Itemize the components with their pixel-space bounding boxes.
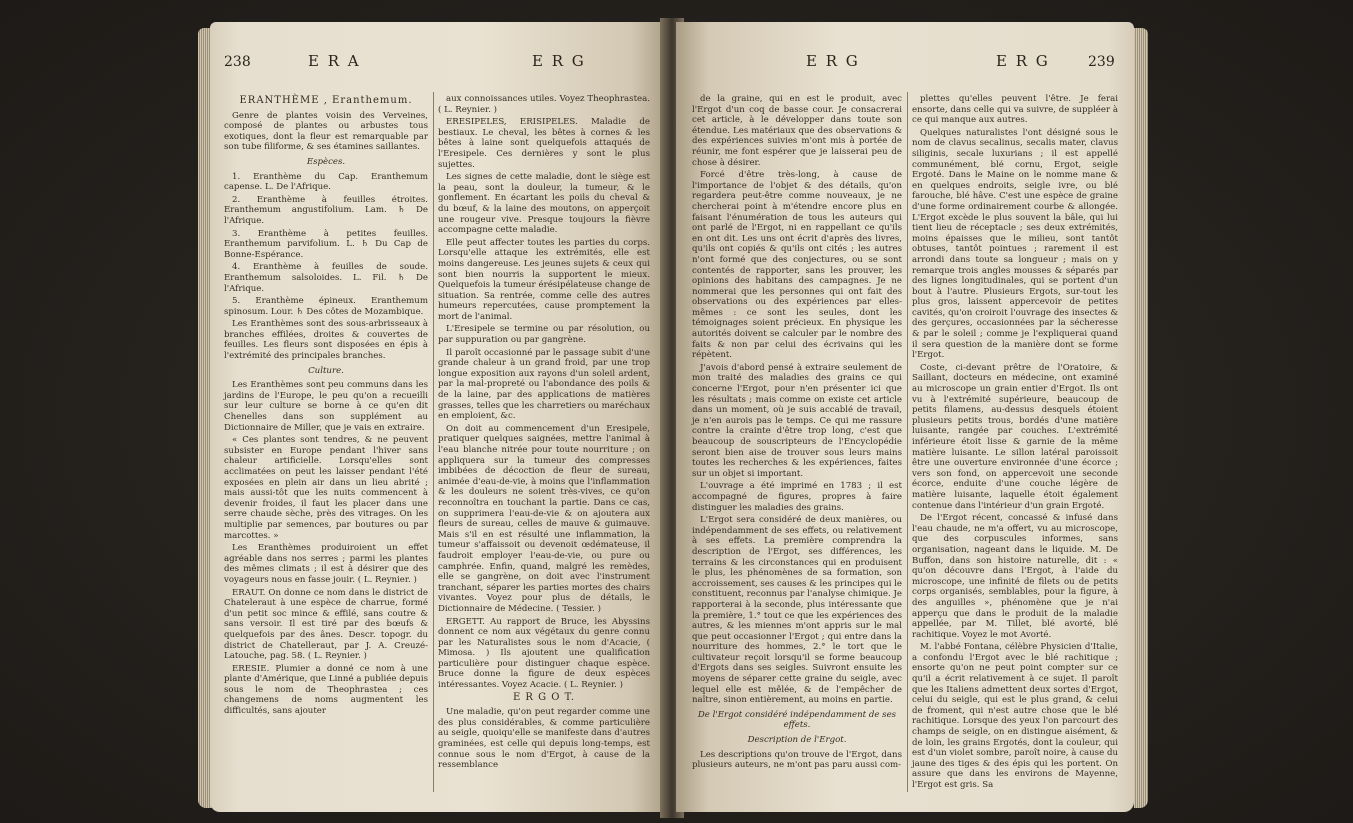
- paragraph: « Ces plantes sont tendres, & ne peuvent subsister en Europe pendant l'hiver sans chaleur artificielle. Lorsqu'elles sont acclimatées on peut les laisser pendant l'été exposées en plein air dans un lieu abrité ; mais aussi-tôt que les nuits commencent à devenir froides, il faut les placer dans une serre chaude sèche, près des vitrages. On les multiplie par semences, par boutures ou par marcottes. »: [224, 435, 428, 541]
- paragraph: L'Ergot sera considéré de deux manières, ou indépendamment de ses effets, ou relativement à ses effets. La première comprendra la description de l'Ergot, ses différences, les terrains & les circonstances qui en produisent le plus, les phénomènes de sa formation, son accroissement, ses causes & les principes qui le constituent, reconnus par l'analyse chimique. Je rapporterai à la seconde, plus intéressante que la première, 1.° tout ce que les expériences des autres, & les miennes m'ont appris sur le mal que peut occasionner l'Ergot ; qui entre dans la nourriture des hommes, 2.° le tort que le cultivateur reçoit lorsqu'il se forme beaucoup d'Ergots dans ses seigles. Suivront ensuite les moyens de séparer cette graine du seigle, avec lequel elle est mêlée, & de l'empêcher de naître, sinon entièrement, au moins en partie.: [692, 515, 903, 706]
- paragraph: L'ouvrage a été imprimé en 1783 ; il est accompagné de figures, propres à faire distinguer les maladies des grains.: [692, 481, 902, 513]
- paragraph: 5. Eranthème épineux. Eranthemum spinosum. Lour. ♄ Des côtes de Mozambique.: [224, 296, 428, 317]
- paragraph: Quelques naturalistes l'ont désigné sous le nom de clavus secalinus, secalis mater, clavus siliginis, secale luxurians ; il est appellé communément, blé cornu, Ergot, seigle Ergoté. Dans le Maine on le nomme mane & en quelques endroits, seigle ivre, ou blé farouche, blé hâve. C'est une espèce de graine d'une forme ordinairement courbe & allongée. L'Ergot excède le plus souvent la bâle, qui lui tient lieu de réceptacle ; ses deux extrémités, moins épaisses que le milieu, sont tantôt obtuses, tantôt pointues ; rarement il est arrondi dans toute sa longueur ; mais on y remarque trois angles mousses & séparés par des lignes longitudinales, qui se portent d'un bout à l'autre. Plusieurs Ergots, sur-tout les plus gros, laissent appercevoir de petites cavités, qu'on croiroit l'ouvrage des insectes & des gerçures, occasionnées par la sécheresse & par le soleil ; comme je l'expliquerai quand il sera question de la manière dont se forme l'Ergot.: [912, 127, 1118, 361]
- paragraph: Les Eranthèmes sont des sous-arbrisseaux à branches effilées, droites & couvertes de feuilles. Les fleurs sont disposées en épis à l'extrémité des principales branches.: [224, 319, 428, 362]
- paragraph: Forcé d'être très-long, à cause de l'importance de l'objet & des détails, qu'on regardera peut-être comme nouveaux, je ne chercherai point à m'étendre encore plus en faisant l'énumération de tous les auteurs qui ont parlé de l'Ergot, ni en rappellant ce qu'ils en ont dit. Les uns ont écrit d'après des livres, qu'ils ont copiés & qu'ils ont cités ; les autres n'ont formé que des conjectures, ou se sont contentés de rapporter, sans les prouver, les opinions des habitans des campagnes. Je ne nommerai que les personnes qui ont fait des observations ou des expériences par elles-mêmes : ce sont les seules, dont les témoignages soient précieux. En physique les autorités doivent se calculer par le nombre des faits & non par celui des écrivains qui les répètent.: [692, 170, 902, 361]
- paragraph: 1. Eranthème du Cap. Eranthemum capense. L. De l'Afrique.: [224, 171, 428, 193]
- paragraph: ERGETT. Au rapport de Bruce, les Abyssins donnent ce nom aux végétaux du genre connu par les Naturalistes sous le nom d'Acacie, ( Mimosa. ) Ils ajoutent une qualification particulière pour distinguer chaque espèce. Bruce donne la figure de deux espèces intéressantes. Voyez Acacie. ( L. Reynier. ): [438, 616, 650, 691]
- paragraph: aux connoissances utiles. Voyez Theophrastea. ( L. Reynier. ): [438, 94, 650, 115]
- paragraph: ERESIE. Plumier a donné ce nom à une plante d'Amérique, que Linné a publiée depuis sous le nom de Theophrastea ; ces changemens de noms augmentent les difficultés, sans ajouter: [224, 663, 428, 717]
- left-running-head: E R A: [308, 52, 361, 70]
- left-column-2: [438, 94, 650, 773]
- right-running-head-left: E R G: [806, 52, 860, 70]
- right-page-edges: [1134, 28, 1148, 808]
- paragraph: Elle peut affecter toutes les parties du corps. Lorsqu'elle attaque les extrémités, elle est moins dangereuse. Les jeunes sujets & ceux qui sont bien nourris la supportent le mieux. Quelquefois la tumeur érésipélateuse change de situation. Sa rentrée, comme celle des autres humeurs repercutées, cause promptement la mort de l'animal.: [438, 237, 650, 322]
- left-page-number: 238: [224, 54, 251, 70]
- article-heading: ERANTHÈME , Eranthemum.: [239, 95, 413, 106]
- paragraph: Coste, ci-devant prêtre de l'Oratoire, & Saillant, docteurs en médecine, ont examiné au microscope un grain entier d'Ergot. Ils ont vu à l'extrémité supérieure, beaucoup de petits filamens, au-dessus desquels étoient plusieurs petits trous, bordés d'une matière luisante, rangée par couches. L'extrémité inférieure étoit lisse & garnie de la même matière luisante. Le sillon latéral paroissoit être une ouverture environnée d'une écorce ; vers son fond, on appercevoit une seconde écorce, enduite d'une couche légère de matière luisante, laquelle étoit également contenue dans l'intérieur d'un grain Ergoté.: [912, 362, 1118, 511]
- paragraph: Les descriptions qu'on trouve de l'Ergot, dans plusieurs auteurs, ne m'ont pas paru aussi com-: [692, 749, 902, 771]
- article-heading: E R G O T.: [512, 691, 576, 703]
- section-heading: De l'Ergot considéré indépendamment de ses effets.: [697, 709, 897, 731]
- paragraph: Les Eranthèmes produiroient un effet agréable dans nos serres ; parmi les plantes des mêmes climats ; il est à désirer que des voyageurs nous en fasse jouir. ( L. Reynier. ): [224, 543, 428, 585]
- paragraph: M. l'abbé Fontana, célèbre Physicien d'Italie, a confondu l'Ergot avec le blé rachitique ; ensorte qu'on ne peut point compter sur ce qu'il a écrit relativement à ce sujet. Il paroît que les Italiens admettent deux sortes d'Ergot, celui du seigle, qui est le plus grand, & celui de froment, qui n'est autre chose que le blé rachitique. Lorsque des yeux l'on parcourt des champs de seigle, on en distingue aisément, & de loin, les grains Ergotés, dont la couleur, qui est d'un violet sombre, paroît noire, à cause du jaune des tiges & des épis qui les portent. On assure que dans les environs de Mayenne, l'Ergot est gris. Sa: [912, 642, 1118, 790]
- left-column-1: [224, 94, 428, 719]
- right-page-number: 239: [1088, 54, 1115, 70]
- paragraph: de la graine, qui en est le produit, avec l'Ergot d'un coq de basse cour. Je consacrerai cet article, à le développer dans toute son étendue. Les matériaux que des observations & des expériences suivies m'ont mis à portée de réunir, me font espérer que je laisserai peu de chose à désirer.: [692, 94, 902, 168]
- paragraph: Les Eranthèmes sont peu communs dans les jardins de l'Europe, le peu qu'on a recueilli sur leur culture se borne à ce qu'en dit Chenelles dans son supplément au Dictionnaire de Miller, que je vais en extraire.: [224, 380, 428, 433]
- paragraph: ERESIPELES, ERISIPELES. Maladie de bestiaux. Le cheval, les bêtes à cornes & les bêtes à laine sont quelquefois attaqués de l'Eresipele. Ces dernières y sont le plus sujettes.: [438, 117, 650, 170]
- right-column-2: [912, 94, 1118, 793]
- paragraph: ERAUT. On donne ce nom dans le district de Chateleraut à une espèce de charrue, formé d'un petit soc mince & effilé, sans coutre & sans versoir. Il est tiré par des bœufs & quelquefois par des ânes. Descr. topogr. du district de Chatelleraut, par J. A. Creuzé-Latouche, pag. 58. ( L. Reynier. ): [224, 587, 428, 662]
- column-rule: [433, 92, 434, 792]
- right-page: [676, 22, 1134, 812]
- paragraph: 3. Eranthème à petites feuilles. Eranthemum parvifolium. L. ♄ Du Cap de Bonne-Espérance.: [224, 228, 428, 260]
- paragraph: 2. Eranthème à feuilles étroites. Eranthemum angustifolium. Lam. ♄ De l'Afrique.: [224, 194, 428, 226]
- paragraph: Les signes de cette maladie, dont le siège est la peau, sont la douleur, la tumeur, & le gonflement. En écartant les poils du cheval & du bœuf, & la laine des moutons, on apperçoit une rougeur vive. Presque toujours la fièvre accompagne cette maladie.: [438, 172, 650, 236]
- paragraph: Une maladie, qu'on peut regarder comme une des plus considérables, & comme particulière au seigle, quoiqu'elle se manifeste dans d'autres graminées, est celle qui depuis long-temps, est connue sous le nom d'Ergot, à cause de la ressemblance: [438, 707, 650, 771]
- paragraph: L'Eresipele se termine ou par résolution, ou par suppuration ou par gangrène.: [438, 324, 650, 346]
- paragraph: 4. Eranthème à feuilles de soude. Eranthemum salsoloides. L. Fil. ♄ De l'Afrique.: [224, 262, 428, 294]
- paragraph: J'avois d'abord pensé à extraire seulement de mon traité des maladies des grains ce qui concerne l'Ergot, pour n'en présenter ici que les résultats ; mais comme on existe cet article dans un moment, où je suis accablé de travail, je n'en aurois pas le temps. Ce qui me rassure contre la crainte d'être trop long, c'est que beaucoup de souscripteurs de l'Encyclopédie seront bien aise de trouver sous leurs mains toutes les recherches & les expériences, faites sur un objet si important.: [692, 362, 902, 479]
- paragraph: De l'Ergot récent, concassé & infusé dans l'eau chaude, ne m'a offert, vu au microscope, que des corpuscules informes, sans organisation, nageant dans le liquide. M. De Buffon, dans son histoire naturelle, dit : « qu'on découvre dans l'Ergot, à l'aide du microscope, une infinité de filets ou de petits corps organisés, semblables, pour la figure, à des anguilles », phénomène que je n'ai apperçu que dans le produit de la maladie appellée, par M. Tillet, blé avorté, blé rachitique. Voyez le mot Avorté.: [912, 513, 1118, 640]
- paragraph: On doit au commencement d'un Eresipele, pratiquer quelques saignées, mettre l'animal à l'eau blanche nitrée pour toute nourriture ; on appliquera sur la tumeur des compresses imbibées de décoction de fleur de sureau, animée d'eau-de-vie, à moins que l'inflammation & les douleurs ne soient très-vives, ce qu'on reconnoîtra en touchant la partie. Dans ce cas, on supprimera l'eau-de-vie & on ajoutera aux fleurs de sureau, celles de mauve & guimauve. Mais s'il en est résulté une inflammation, la tumeur s'affaissoit ou devenoit œdémateuse, il faudroit employer l'eau-de-vie, ou pure ou camphrée. Enfin, quand, malgré les remèdes, elle se gangrène, on doit avec l'instrument tranchant, séparer les parties mortes des chairs vivantes. Voyez pour plus de détails, le Dictionnaire de Médecine. ( Tessier. ): [438, 423, 650, 614]
- left-column-head: E R G: [532, 52, 586, 70]
- section-heading: Description de l'Ergot.: [747, 735, 847, 746]
- column-rule: [907, 92, 908, 792]
- left-page: [210, 22, 668, 812]
- paragraph: Il paroît occasionné par le passage subit d'une grande chaleur à un grand froid, par une trop longue exposition aux rayons d'un soleil ardent, par la mal-propreté ou l'abondance des poils & de la laine, par des applications de matières grasses, telles que les charretiers ou maréchaux en emploient, &c.: [438, 347, 650, 422]
- section-heading: Culture.: [308, 365, 344, 376]
- right-column-1: [692, 94, 902, 773]
- paragraph: plettes qu'elles peuvent l'être. Je ferai ensorte, dans celle qui va suivre, de suppléer à ce qui manque aux autres.: [912, 94, 1118, 126]
- right-running-head-right: E R G: [996, 52, 1050, 70]
- paragraph: Genre de plantes voisin des Verveines, composé de plantes ou arbustes tous exotiques, dont la fleur est remarquable par son tube filiforme, & ses étamines saillantes.: [224, 110, 428, 153]
- section-heading: Espèces.: [306, 156, 346, 167]
